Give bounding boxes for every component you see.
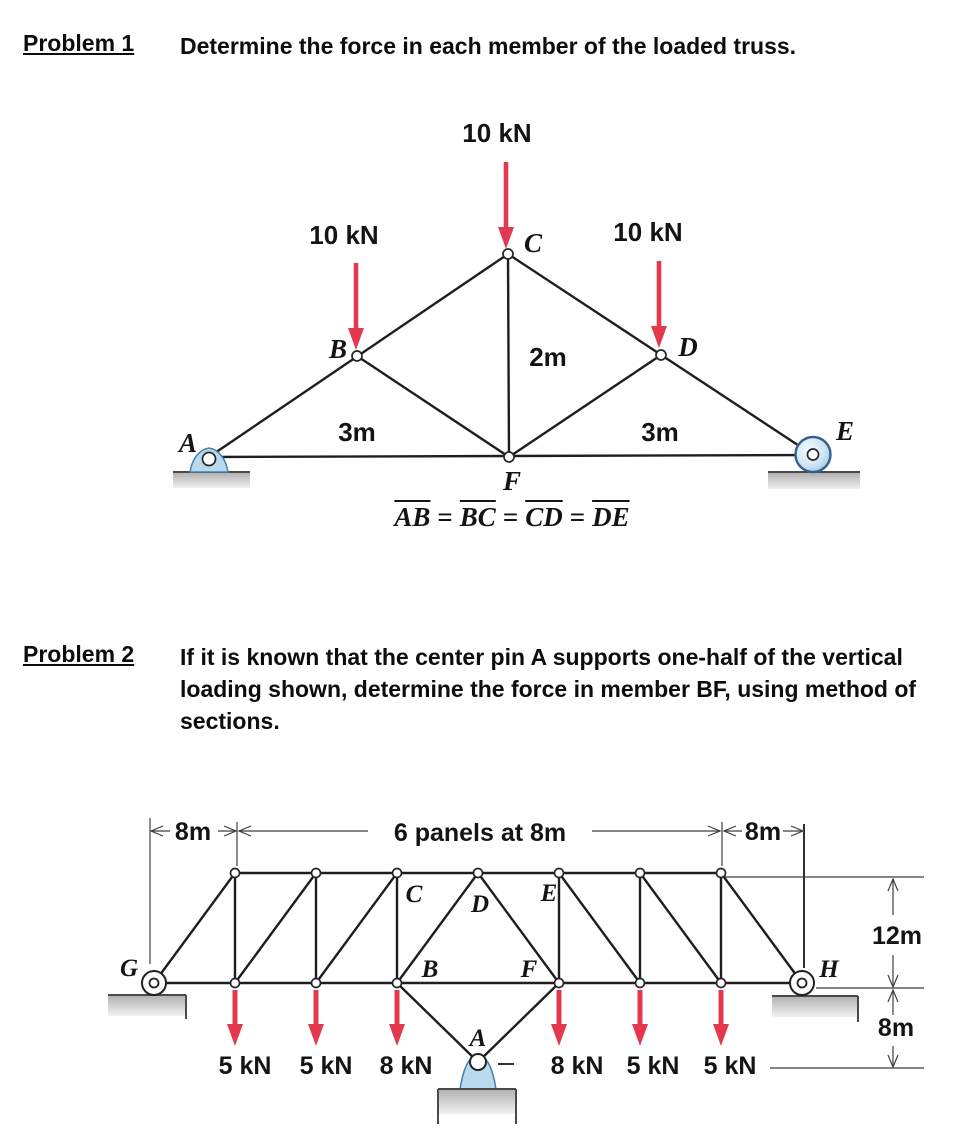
- statement-line: loading shown, determine the force in member BF, using method of: [180, 676, 917, 702]
- equation-term: $\overline{DE}$: [592, 502, 630, 532]
- equals-sign: =: [437, 502, 453, 532]
- node-label-e: E: [540, 880, 558, 907]
- node-label-f: F: [520, 956, 538, 983]
- statement-line: If it is known that the center pin A supports one-half of the vertical: [180, 644, 903, 670]
- node-label-e: E: [835, 416, 855, 446]
- load-label-2: 5 kN: [299, 1052, 353, 1080]
- equation-term: $\overline{AB}$: [394, 502, 431, 532]
- problem1-heading: Problem 1: [23, 30, 135, 56]
- dim-label-right: 3m: [641, 417, 679, 447]
- dim-label-panels: 6 panels at 8m: [393, 819, 567, 847]
- load-label-4: 8 kN: [550, 1052, 604, 1080]
- node-label-b: B: [328, 334, 348, 364]
- dim-label-left-span: 8m: [174, 818, 212, 846]
- dim-label-right-span: 8m: [744, 818, 782, 846]
- dim-label-height: 12m: [871, 922, 923, 950]
- pin-support-a: [438, 1054, 516, 1124]
- problem1-statement: Determine the force in each member of the loaded truss.: [180, 33, 797, 59]
- load-arrow-c: [498, 162, 514, 249]
- node-label-a: A: [469, 1025, 487, 1052]
- node-label-d: D: [678, 332, 698, 362]
- problem2-statement: [180, 641, 916, 737]
- load-label-right: 10 kN: [613, 217, 683, 247]
- node-label-g: G: [119, 955, 139, 982]
- node-label-a: A: [178, 428, 198, 458]
- problem2-heading: Problem 2: [23, 641, 135, 667]
- load-arrow-d: [651, 261, 667, 348]
- load-label-3: 8 kN: [379, 1052, 433, 1080]
- statement-line: sections.: [180, 708, 280, 734]
- load-arrow-b: [348, 263, 364, 350]
- node-label-d: D: [470, 891, 490, 918]
- load-label-5: 5 kN: [626, 1052, 680, 1080]
- node-label-h: H: [819, 956, 839, 983]
- node-label-f: F: [502, 466, 522, 496]
- problem2-truss-figure: [85, 808, 945, 1126]
- problem1-truss-figure: [100, 110, 920, 502]
- load-label-left: 10 kN: [309, 220, 379, 250]
- roller-support-h: [772, 971, 858, 1022]
- dimension-lines: [150, 818, 924, 1068]
- equals-sign: =: [502, 502, 519, 532]
- dim-label-height: 2m: [529, 342, 567, 372]
- load-label-6: 5 kN: [703, 1052, 757, 1080]
- dim-label-pin-drop: 8m: [877, 1014, 915, 1042]
- dim-label-left: 3m: [338, 417, 376, 447]
- load-label-top: 10 kN: [462, 118, 532, 148]
- node-label-c: C: [405, 881, 423, 908]
- node-label-c: C: [523, 228, 543, 258]
- truss-members: [209, 254, 813, 457]
- equation-term: $\overline{BC}$: [459, 502, 496, 532]
- node-label-b: B: [421, 956, 439, 983]
- equation-term: $\overline{CD}$: [525, 502, 563, 532]
- load-label-1: 5 kN: [218, 1052, 272, 1080]
- equals-sign: =: [569, 502, 586, 532]
- member-length-equation: [300, 502, 724, 533]
